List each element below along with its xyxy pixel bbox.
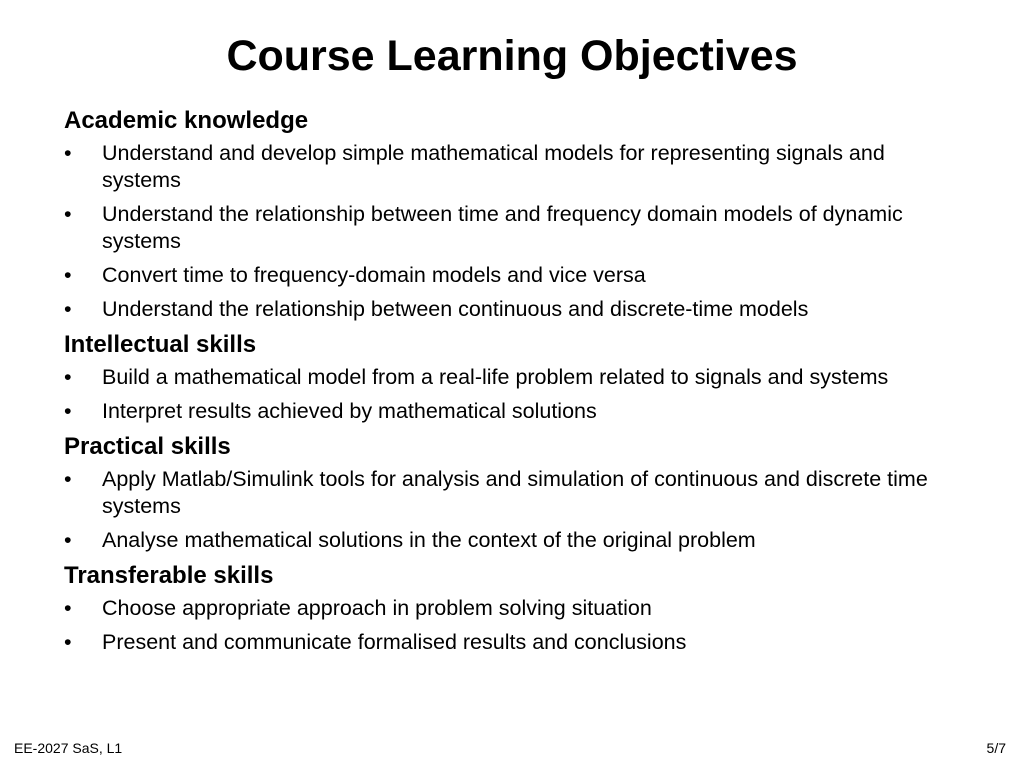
bullet-list [64,140,964,323]
footer-course-code: EE-2027 SaS, L1 [14,740,123,756]
footer-page-number: 5/7 [986,740,1006,756]
bullet-icon: • [64,365,72,389]
bullet-icon: • [64,467,72,491]
section-intellectual-skills [64,330,964,425]
bullet-item [64,201,964,255]
bullet-item [64,629,964,656]
bullet-item [64,398,964,425]
bullet-item [64,364,964,391]
bullet-icon: • [64,297,72,321]
bullet-item [64,466,964,520]
bullet-item [64,595,964,622]
bullet-item [64,296,964,323]
section-heading: Intellectual skills [64,331,257,358]
bullet-text: Apply Matlab/Simulink tools for analysis and simulation of continuous and discrete time systems [102,467,928,518]
bullet-icon: • [64,399,72,423]
bullet-list [64,466,964,554]
bullet-icon: • [64,630,72,654]
bullet-icon: • [64,528,72,552]
bullet-text: Convert time to frequency-domain models and vice versa [102,263,646,287]
bullet-list [64,595,964,656]
slide-title: Course Learning Objectives [226,32,798,80]
section-practical-skills [64,432,964,554]
bullet-text: Analyse mathematical solutions in the context of the original problem [102,528,756,552]
section-academic-knowledge [64,106,964,323]
slide-content [64,106,964,663]
bullet-list [64,364,964,425]
bullet-icon: • [64,263,72,287]
bullet-item [64,140,964,194]
bullet-text: Understand the relationship between continuous and discrete-time models [102,297,809,321]
bullet-item [64,262,964,289]
bullet-icon: • [64,141,72,165]
section-heading: Practical skills [64,433,231,460]
section-transferable-skills [64,561,964,656]
bullet-text: Understand the relationship between time and frequency domain models of dynamic systems [102,202,903,253]
section-heading: Transferable skills [64,562,274,589]
bullet-item [64,527,964,554]
section-heading: Academic knowledge [64,107,309,134]
bullet-text: Present and communicate formalised results and conclusions [102,630,687,654]
bullet-text: Understand and develop simple mathematical models for representing signals and systems [102,141,885,192]
bullet-text: Choose appropriate approach in problem solving situation [102,596,652,620]
bullet-icon: • [64,202,72,226]
bullet-text: Build a mathematical model from a real-life problem related to signals and systems [102,365,889,389]
bullet-text: Interpret results achieved by mathematical solutions [102,399,597,423]
bullet-icon: • [64,596,72,620]
